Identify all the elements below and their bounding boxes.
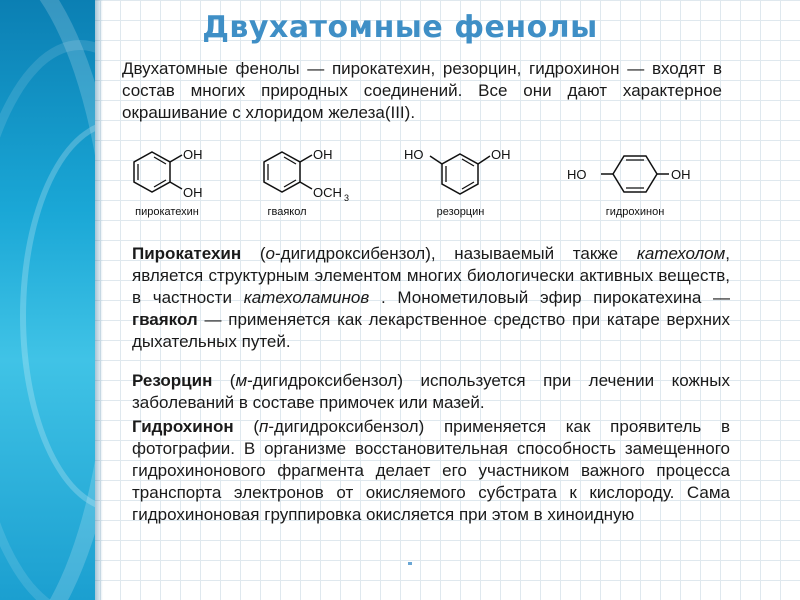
text-run: п: [259, 417, 269, 436]
text-run: -дигидроксибензол), называемый также: [274, 244, 637, 263]
hydroquinone-label: гидрохинон: [605, 206, 665, 218]
term-pyrocatechol: Пирокатехин: [132, 244, 242, 263]
hydroquinone-ho: HO: [567, 167, 587, 182]
guaiacol-label: гваякол: [267, 206, 307, 218]
text-run: (: [212, 371, 236, 390]
decorative-side-band: [0, 0, 95, 600]
molecule-resorcinol: [398, 142, 523, 217]
decorative-speck: [408, 562, 412, 565]
text-run: , является структурным элементом многих биологически активных веществ, в частности: [132, 244, 731, 307]
text-run: м: [235, 371, 248, 390]
text-run: -дигидроксибензол) применяется как проявитель в фотографии. В организме восстановительная способность замещенного гидрохинонового фрагмента делает его участником важного процесса транспорта электронов от окисляемого субстрата к кислороду. Сама гидрохиноновая группировка окисляется при этом в хиноидную: [132, 417, 730, 524]
guaiacol-oh: OH: [313, 147, 333, 162]
molecule-hydroquinone: [565, 150, 705, 220]
text-run: (: [241, 244, 266, 263]
resorcinol-oh: OH: [491, 147, 511, 162]
resorcinol-ho: HO: [404, 147, 424, 162]
pyrocatechol-structure: [122, 142, 212, 204]
slide-title: Двухатомные фенолы: [202, 10, 598, 45]
term-resorcinol: Резорцин: [132, 371, 213, 390]
hydroquinone-structure: [565, 150, 705, 198]
resorcinol-label: резорцин: [436, 206, 485, 218]
term-hydroquinone: Гидрохинон: [132, 417, 234, 436]
guaiacol-structure: [252, 142, 362, 204]
molecule-pyrocatechol: [122, 142, 212, 217]
band-shadow: [95, 0, 103, 600]
hydroquinone-paragraph: [132, 416, 730, 526]
text-run: о: [265, 244, 275, 263]
molecule-guaiacol: [252, 142, 362, 217]
intro-paragraph: Двухатомные фенолы — пирокатехин, резорцин, гидрохинон — входят в состав многих природных соединений. Все они дают характерное окрашивание с хлоридом железа(III).: [122, 59, 722, 122]
term-catecholamines: катехоламинов: [243, 288, 370, 307]
text-run: (: [233, 417, 260, 436]
term-guaiacol: гваякол: [132, 310, 198, 329]
guaiacol-och: OCH: [313, 185, 342, 200]
pyrocatechol-oh-2: OH: [183, 185, 203, 200]
text-run: -дигидроксибензол) используется при лечении кожных заболеваний в составе примочек или мазей.: [132, 371, 731, 412]
text-run: . Монометиловый эфир пирокатехина —: [369, 288, 730, 307]
resorcinol-paragraph: [132, 370, 730, 414]
resorcinol-structure: [398, 142, 523, 204]
pyrocatechol-oh-1: OH: [183, 147, 203, 162]
term-catechol: катехолом: [636, 244, 726, 263]
pyrocatechol-paragraph: [132, 243, 730, 353]
hydroquinone-oh: OH: [671, 167, 691, 182]
text-run: — применяется как лекарственное средство при катаре верхних дыхательных путей.: [132, 310, 730, 351]
pyrocatechol-label: пирокатехин: [135, 206, 199, 218]
guaiacol-och-index: 3: [344, 193, 350, 203]
